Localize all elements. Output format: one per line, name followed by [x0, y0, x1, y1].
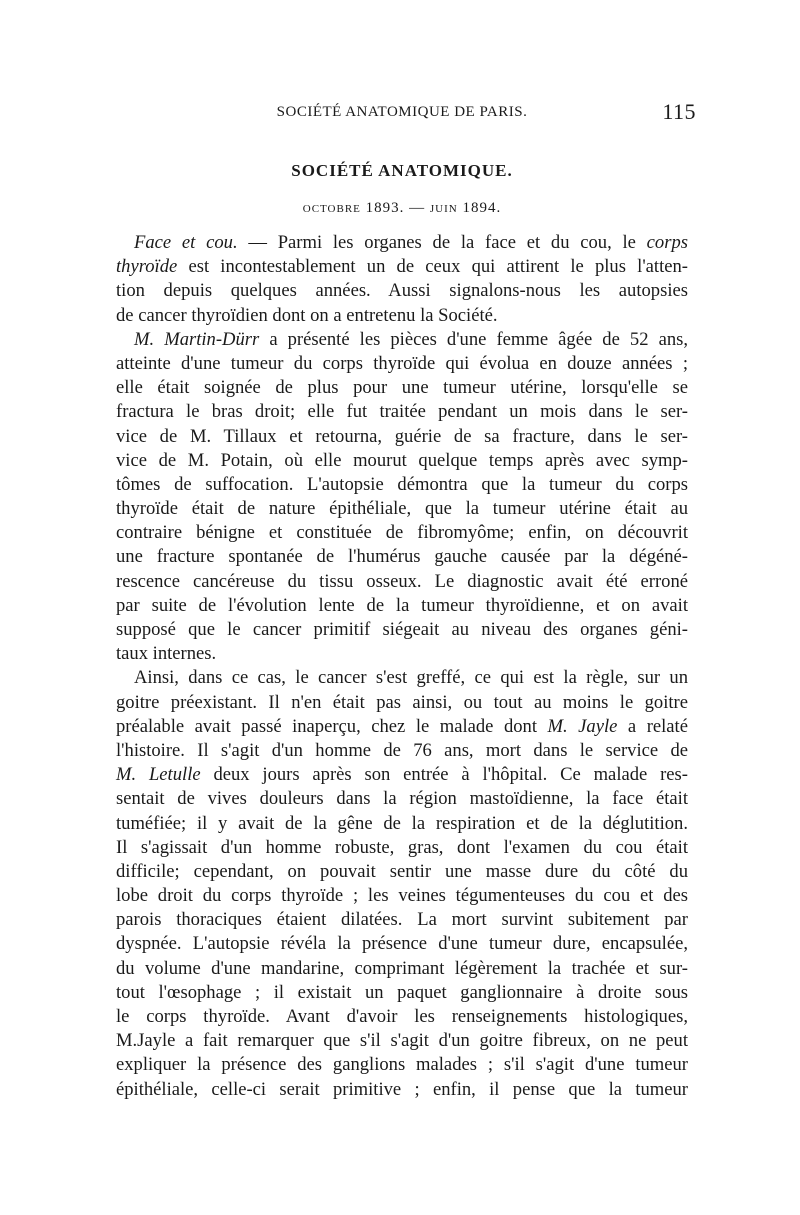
text-line: lobe droit du corps thyroïde ; les veines tégumenteuses du cou et des — [116, 885, 688, 907]
text-line: thyroïde est incontestablement un de ceux qui attirent le plus l'atten- — [116, 256, 688, 278]
text-line: vice de M. Potain, où elle mourut quelque temps après avec symp- — [116, 449, 688, 471]
date-year-start: 1893. — [365, 200, 405, 216]
text-line: rescence cancéreuse du tissu osseux. Le diagnostic avait été erroné — [116, 570, 688, 592]
text-line: thyroïde était de nature épithéliale, que la tumeur utérine était au — [116, 498, 688, 520]
text-line: vice de M. Tillaux et retourna, guérie de sa fracture, dans le ser- — [116, 425, 688, 447]
running-title: SOCIÉTÉ ANATOMIQUE DE PARIS. — [276, 104, 528, 120]
running-head — [116, 99, 696, 125]
text-line: tuméfiée; il y avait de la gêne de la respiration et de la déglutition. — [116, 812, 688, 834]
text-line: tion depuis quelques années. Aussi signalons-nous les autopsies — [116, 280, 688, 302]
text-line: dyspnée. L'autopsie révéla la présence d'une tumeur dure, encapsulée, — [116, 933, 688, 955]
text-line: Ainsi, dans ce cas, le cancer s'est greffé, ce qui est la règle, sur un — [134, 667, 688, 689]
article-title: SOCIÉTÉ ANATOMIQUE. — [291, 161, 513, 180]
date-month-start: octobre — [302, 200, 361, 216]
text-line: l'histoire. Il s'agit d'un homme de 76 ans, mort dans le service de — [116, 739, 688, 761]
text-line: M.Jayle a fait remarquer que s'il s'agit d'un goitre fibreux, on ne peut — [116, 1030, 688, 1052]
text-line: atteinte d'une tumeur du corps thyroïde qui évolua en douze années ; — [116, 352, 688, 374]
paragraph-face-et-cou — [116, 231, 688, 328]
text-line: tout l'œsophage ; il existait un paquet ganglionnaire à droite sous — [116, 981, 688, 1003]
date-month-end: juin — [429, 200, 458, 216]
text-line: préalable avait passé inaperçu, chez le malade dont M. Jayle a relaté — [116, 715, 688, 737]
text-line: par suite de l'évolution lente de la tumeur thyroïdienne, et on avait — [116, 594, 688, 616]
text-line: fractura le bras droit; elle fut traitée pendant un mois dans le ser- — [116, 401, 688, 423]
text-line: elle était soignée de plus pour une tumeur utérine, lorsqu'elle se — [116, 377, 688, 399]
text-line: parois thoraciques étaient dilatées. La mort survint subitement par — [116, 909, 688, 931]
date-separator: — — [409, 200, 426, 216]
text-line: tômes de suffocation. L'autopsie démontra que la tumeur du corps — [116, 473, 688, 495]
text-line: goitre préexistant. Il n'en était pas ainsi, ou tout au moins le goitre — [116, 691, 688, 713]
text-line: contraire bénigne et constituée de fibromyôme; enfin, on découvrit — [116, 522, 688, 544]
text-line: supposé que le cancer primitif siégeait au niveau des organes géni- — [116, 619, 688, 640]
author-name: M. Jayle — [547, 715, 618, 737]
text-line: Face et cou. — Parmi les organes de la face et du cou, le corps — [134, 232, 688, 253]
text-line: taux internes. — [116, 643, 217, 665]
text-line: difficile; cependant, on pouvait sentir une masse dure du côté du — [116, 860, 688, 882]
date-range — [116, 200, 688, 217]
paragraph-martin-durr — [116, 328, 688, 667]
text-line: le corps thyroïde. Avant d'avoir les renseignements histologiques, — [116, 1006, 688, 1027]
section-label: Face et cou. — [134, 232, 238, 253]
date-year-end: 1894. — [462, 200, 502, 216]
text-line: de cancer thyroïdien dont on a entretenu la Société. — [116, 304, 498, 326]
page-number: 115 — [662, 99, 696, 124]
author-name: M. Letulle — [116, 764, 201, 786]
body-text — [116, 231, 688, 1102]
author-name: M. Martin-Dürr — [134, 328, 260, 350]
text-line: M. Letulle deux jours après son entrée à l'hôpital. Ce malade res- — [116, 764, 688, 786]
text-line: sentait de vives douleurs dans la région mastoïdienne, la face était — [116, 788, 688, 810]
text-line: Il s'agissait d'un homme robuste, gras, dont l'examen du cou était — [116, 836, 688, 858]
text-line: une fracture spontanée de l'humérus gauche causée par la dégéné- — [116, 546, 688, 568]
text-line: du volume d'une mandarine, comprimant légèrement la trachée et sur- — [116, 957, 688, 979]
text-line: M. Martin-Dürr a présenté les pièces d'une femme âgée de 52 ans, — [134, 328, 688, 350]
paragraph-jayle — [116, 666, 688, 1101]
text-line: expliquer la présence des ganglions malades ; s'il s'agit d'une tumeur — [116, 1054, 688, 1076]
text-line: épithéliale, celle-ci serait primitive ; enfin, il pense que la tumeur — [116, 1078, 688, 1100]
